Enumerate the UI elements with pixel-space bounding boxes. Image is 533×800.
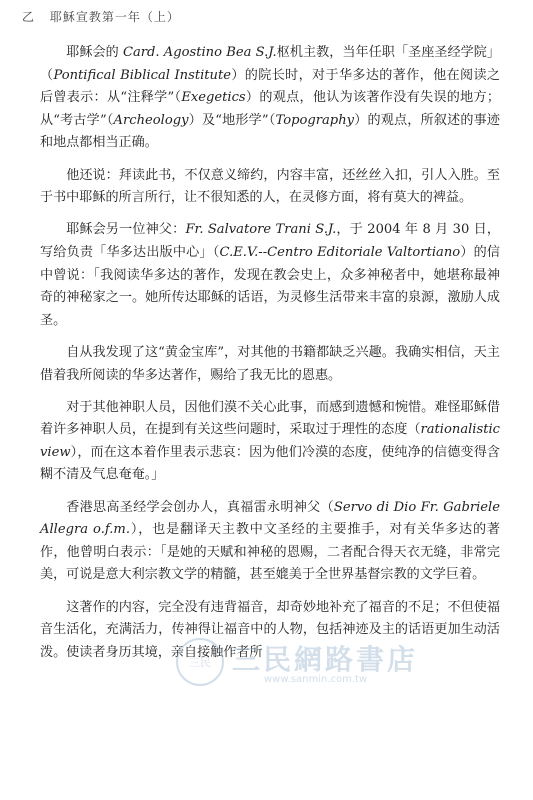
section-mark: 乙 [22, 10, 36, 24]
watermark-url: www.sanmin.com.tw [264, 674, 368, 685]
paragraph: 对于其他神职人员，因他们漠不关心此事，而感到遗憾和惋惜。难怪耶稣借着许多神职人员，在提到有关这些问题时，采取过于理性的态度（rationalistic view），而在这本着作里表示悲哀：因为他们冷漠的态度，使纯净的信德变得含糊不清及气息奄奄。」 [40, 399, 500, 483]
paragraph: 自从我发现了这“黄金宝库”，对其他的书籍都缺乏兴趣。我确实相信，天主借着我所阅读的华多达著作，赐给了我无比的恩惠。 [40, 344, 500, 383]
foreign-term: Topography [275, 112, 355, 128]
foreign-term: rationalistic view [40, 422, 500, 460]
running-header [22, 8, 180, 25]
paragraph: 他还说：拜读此书，不仅意义缔约，内容丰富，还丝丝入扣，引人入胜。至于书中耶稣的所言所行，让不很知悉的人，在灵修方面，将有莫大的裨益。 [40, 167, 500, 206]
foreign-term: Fr. Salvatore Trani S.J. [185, 222, 337, 238]
watermark-emblem: 三民 [176, 638, 224, 686]
foreign-term: Card. Agostino Bea S.J. [122, 45, 277, 60]
foreign-term: Pontifical Biblical Institute [53, 67, 231, 83]
body-text [40, 42, 500, 674]
paragraph: 香港思高圣经学会创办人，真福雷永明神父（Servo di Dio Fr. Gabriele Allegra o.f.m.），也是翻译天主教中文圣经的主要推手，对有关华多达的著作，他曾明白表示：「是她的天赋和神秘的恩赐，二者配合得天衣无缝，非常完美，可说是意大利宗教文学的精髓，甚至媲美于全世界基督宗教的文学巨着。 [40, 499, 501, 583]
foreign-term: Servo di Dio Fr. Gabriele Allegra o.f.m. [40, 499, 500, 538]
foreign-term: Exegetics [181, 90, 246, 106]
paragraph: 耶稣会另一位神父：Fr. Salvatore Trani S.J.，于 2004 年 8 月 30 日，写给负责「华多达出版中心」（C.E.V.--Centro Editoriale Valtortiano）的信中曾说：「我阅读华多达的著作，发现在教会史上，众多神秘者中，她堪称最神奇的神秘家之一。她所传达耶稣的话语，为灵修生活带来丰富的泉源，激励人成圣。 [40, 222, 501, 328]
header-title: 耶穌宣教第一年（上） [49, 10, 180, 24]
foreign-term: C.E.V.--Centro Editoriale Valtortiano [219, 244, 461, 260]
foreign-term: Archeology [113, 112, 189, 128]
paragraph: 这著作的内容，完全没有违背福音，却奇妙地补充了福音的不足；不但使福音生活化，充满活力，传神得让福音中的人物，包括神迹及主的话语更加生动活泼。使读者身历其境，亲自接触作者所 [40, 599, 500, 660]
watermark-name: 三民網路書店 [232, 643, 419, 676]
paragraph: 耶稣会的 Card. Agostino Bea S.J.枢机主教，当年任职「圣座圣经学院」（Pontifical Biblical Institute）的院长时，对于华多达的著作，他在阅读之后曾表示：从“注释学”（Exegetics）的观点，他认为该著作没有失误的地方；从“考古学”（Archeology）及“地形学”（Topography）的观点，所叙述的事迹和地点都相当正确。 [40, 45, 501, 151]
